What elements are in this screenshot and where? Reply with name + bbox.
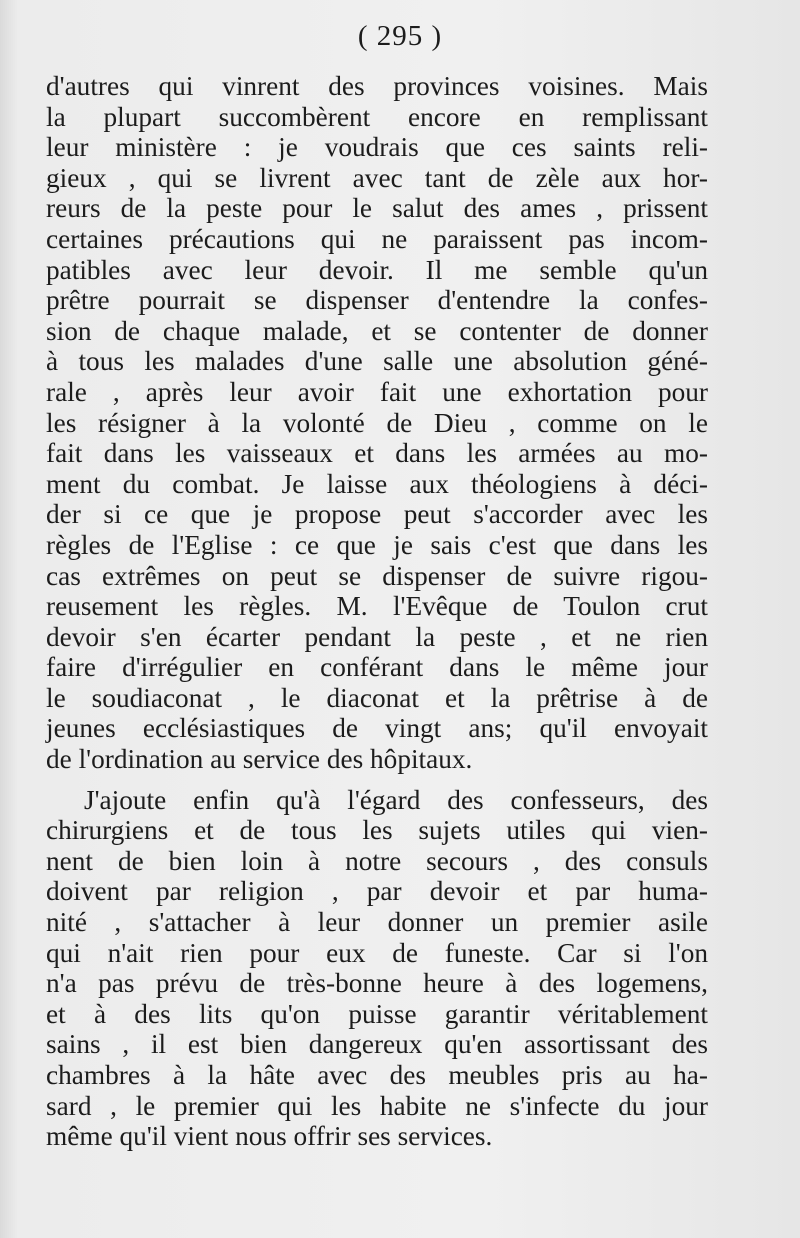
text-line: à tous les malades d'une salle une absolution géné-	[46, 346, 708, 377]
paragraph-1	[46, 71, 708, 775]
text-line: et à des lits qu'on puisse garantir véritablement	[46, 998, 708, 1029]
text-line: leur ministère : je voudrais que ces saints reli-	[46, 132, 708, 163]
text-line: n'a pas prévu de très-bonne heure à des logemens,	[46, 968, 708, 999]
text-line: chirurgiens et de tous les sujets utiles qui vien-	[46, 815, 708, 846]
text-line: nité , s'attacher à leur donner un premier asile	[46, 907, 708, 938]
text-line: J'ajoute enfin qu'à l'égard des confesseurs, des	[84, 784, 708, 815]
paragraph-2	[46, 785, 708, 1152]
text-line: devoir s'en écarter pendant la peste , et ne rien	[46, 621, 708, 652]
text-line: patibles avec leur devoir. Il me semble qu'un	[46, 254, 708, 285]
text-line: der si ce que je propose peut s'accorder avec les	[46, 499, 708, 530]
text-line: certaines précautions qui ne paraissent pas incom-	[46, 223, 708, 254]
text-line: gieux , qui se livrent avec tant de zèle aux hor-	[46, 162, 708, 193]
text-line: nent de bien loin à notre secours , des consuls	[46, 845, 708, 876]
text-line: les résigner à la volonté de Dieu , comme on le	[46, 407, 708, 438]
text-line: ment du combat. Je laisse aux théologiens à déci-	[46, 468, 708, 499]
text-line: chambres à la hâte avec des meubles pris au ha-	[46, 1060, 708, 1090]
text-line: jeunes ecclésiastiques de vingt ans; qu'il envoyait	[46, 713, 708, 744]
text-line: d'autres qui vinrent des provinces voisines. Mais	[46, 71, 708, 101]
text-line: fait dans les vaisseaux et dans les armées au mo-	[46, 438, 708, 469]
text-line: le soudiaconat , le diaconat et la prêtrise à de	[46, 682, 708, 713]
text-line: sard , le premier qui les habite ne s'infecte du jour	[46, 1090, 708, 1121]
text-line: même qu'il vient nous offrir ses services.	[46, 1121, 493, 1152]
page-number: ( 295 )	[357, 20, 443, 52]
text-line: rale , après leur avoir fait une exhortation pour	[46, 376, 708, 407]
text-line: sion de chaque malade, et se contenter de donner	[46, 315, 708, 346]
text-line: reurs de la peste pour le salut des ames , prissent	[46, 193, 708, 224]
text-line: reusement les règles. M. l'Evêque de Toulon crut	[46, 591, 708, 622]
text-line: doivent par religion , par devoir et par huma-	[46, 876, 708, 907]
text-line: règles de l'Eglise : ce que je sais c'est que dans les	[46, 529, 708, 560]
text-line: prêtre pourrait se dispenser d'entendre la confes-	[46, 285, 708, 316]
text-line: cas extrêmes on peut se dispenser de suivre rigou-	[46, 560, 708, 591]
text-line: de l'ordination au service des hôpitaux.	[46, 744, 473, 775]
text-line: sains , il est bien dangereux qu'en assortissant des	[46, 1029, 708, 1060]
text-line: la plupart succombèrent encore en remplissant	[46, 101, 708, 132]
body-text	[46, 71, 708, 1152]
text-line: faire d'irrégulier en conférant dans le même jour	[46, 652, 708, 683]
text-line: qui n'ait rien pour eux de funeste. Car si l'on	[46, 937, 708, 968]
